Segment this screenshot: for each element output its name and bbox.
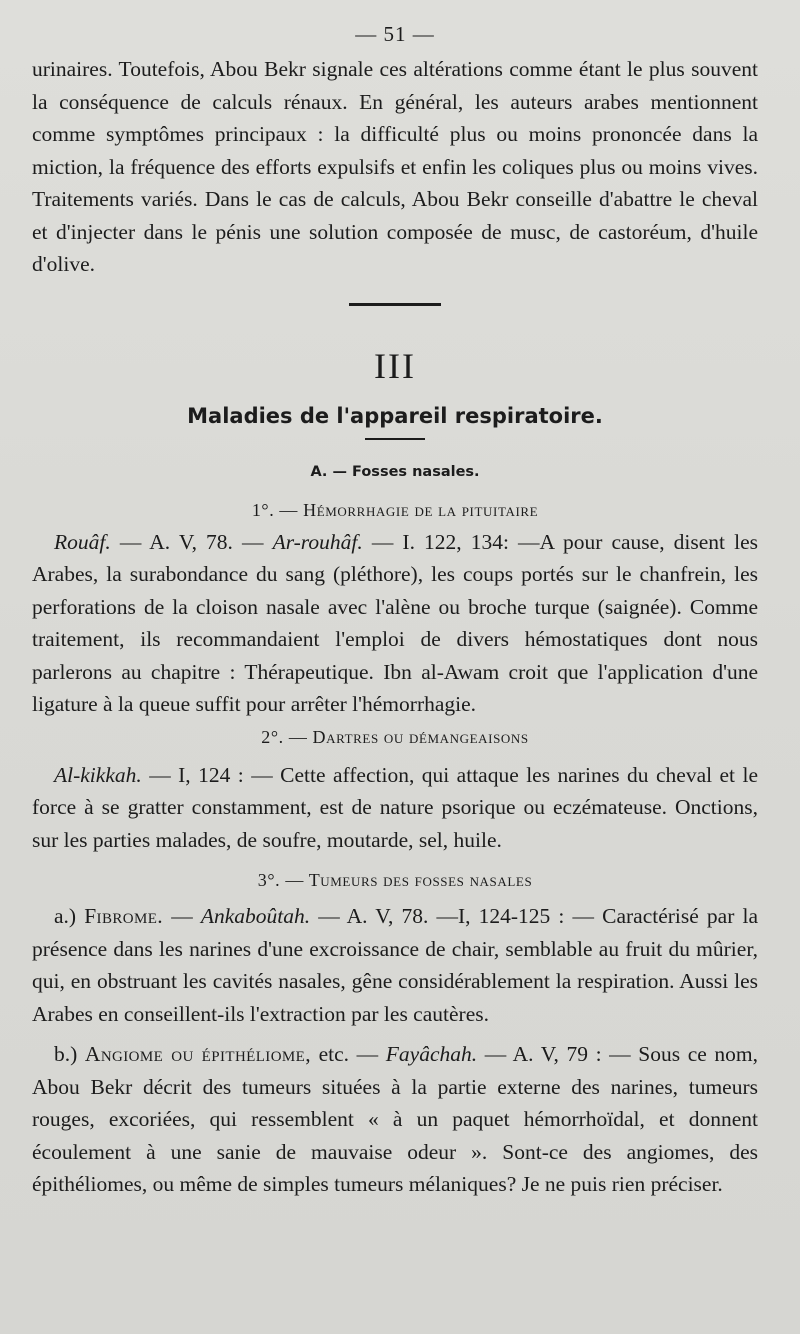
paragraph-dartres [32,759,758,857]
etc: etc. — [311,1042,386,1066]
paragraph-fibrome [32,900,758,1030]
subheading-hemorrhage: 1°. — Hémorrhagie de la pituitaire [251,499,539,520]
paragraph-text: — A. V, 79 : — Sous ce nom, Abou Bekr décrit des tumeurs situées à la partie externe des narines, tumeurs rouges, excoriées, qui ressemblent « à un paquet hémorrhoïdal, et donnent écoulement à une sanie de mauvaise odeur ». Sont-ce des angiomes, des épithéliomes, ou même de simples tumeurs mélaniques? Je ne puis rien préciser. [32,1042,758,1196]
subheading-tumeurs: 3°. — Tumeurs des fosses nasales [257,870,533,890]
paragraph-text: — I, 124 : — Cette affection, qui attaque les narines du cheval et le force à se gratter constamment, est de nature psorique ou eczémateuse. Onctions, sur les parties malades, de soufre, moutarde, sel, huile. [32,762,758,852]
label-fibrome: Fibrome. [84,904,164,928]
term-ankaboutah: Ankaboûtah. [200,904,311,928]
label-angiome: Angiome ou épithéliome, [84,1042,312,1066]
intro-paragraph: urinaires. Toutefois, Abou Bekr signale ces altérations comme étant le plus souvent la conséquence de calculs rénaux. En général, les auteurs arabes mentionnent comme symptômes principaux : la difficulté plus ou moins prononcée dans la miction, la fréquence des efforts expulsifs et enfin les coliques plus ou moins vives. Traitements variés. Dans le cas de calculs, Abou Bekr conseille d'abattre le cheval et d'injecter dans le pénis une solution composée de musc, de castoréum, d'huile d'olive. [32,57,758,276]
reference: — A. V, 78. — [110,529,273,554]
page-number: — 51 — [355,22,435,46]
dash: — [163,904,201,928]
paragraph-hemorrhage [32,526,758,721]
item-prefix: a.) [54,904,85,928]
term-al-kikkah: Al-kikkah. [54,762,142,787]
term-ar-rouhaf: Ar-rouhâf. [272,529,363,554]
term-rouaf: Rouâf. [54,529,111,554]
item-prefix: b.) [54,1042,85,1066]
chapter-number: III [374,345,416,386]
section-divider [349,303,441,306]
paragraph-text: — A. V, 78. —I, 124-125 : — Caractérisé par la présence dans les narines d'une excroissance de chair, semblable au fruit du mûrier, qui, en obstruant les cavités nasales, gêne considérablement la respiration. Aussi les Arabes en conseillent-ils l'extraction par les cautères. [32,904,759,1026]
term-fayachah: Fayâchah. [385,1042,478,1066]
subheading-dartres: 2°. — Dartres ou démangeaisons [261,726,529,747]
chapter-title: Maladies de l'appareil respiratoire. [187,403,603,428]
section-title: A. — Fosses nasales. [310,463,480,480]
paragraph-angiome [32,1038,758,1201]
title-divider [365,438,425,440]
paragraph-text: — I. 122, 134: —A pour cause, disent les Arabes, la surabondance du sang (pléthore), les coups portés sur le chanfrein, les perforations de la cloison nasale avec l'alène ou broche turque (saignée). Comme traitement, ils recommandaient l'emploi de divers hémostatiques dont nous parlerons au chapitre : Thérapeutique. Ibn al-Awam croit que l'application d'une ligature à la queue suffit pour arrêter l'hémorrhagie. [32,529,758,716]
